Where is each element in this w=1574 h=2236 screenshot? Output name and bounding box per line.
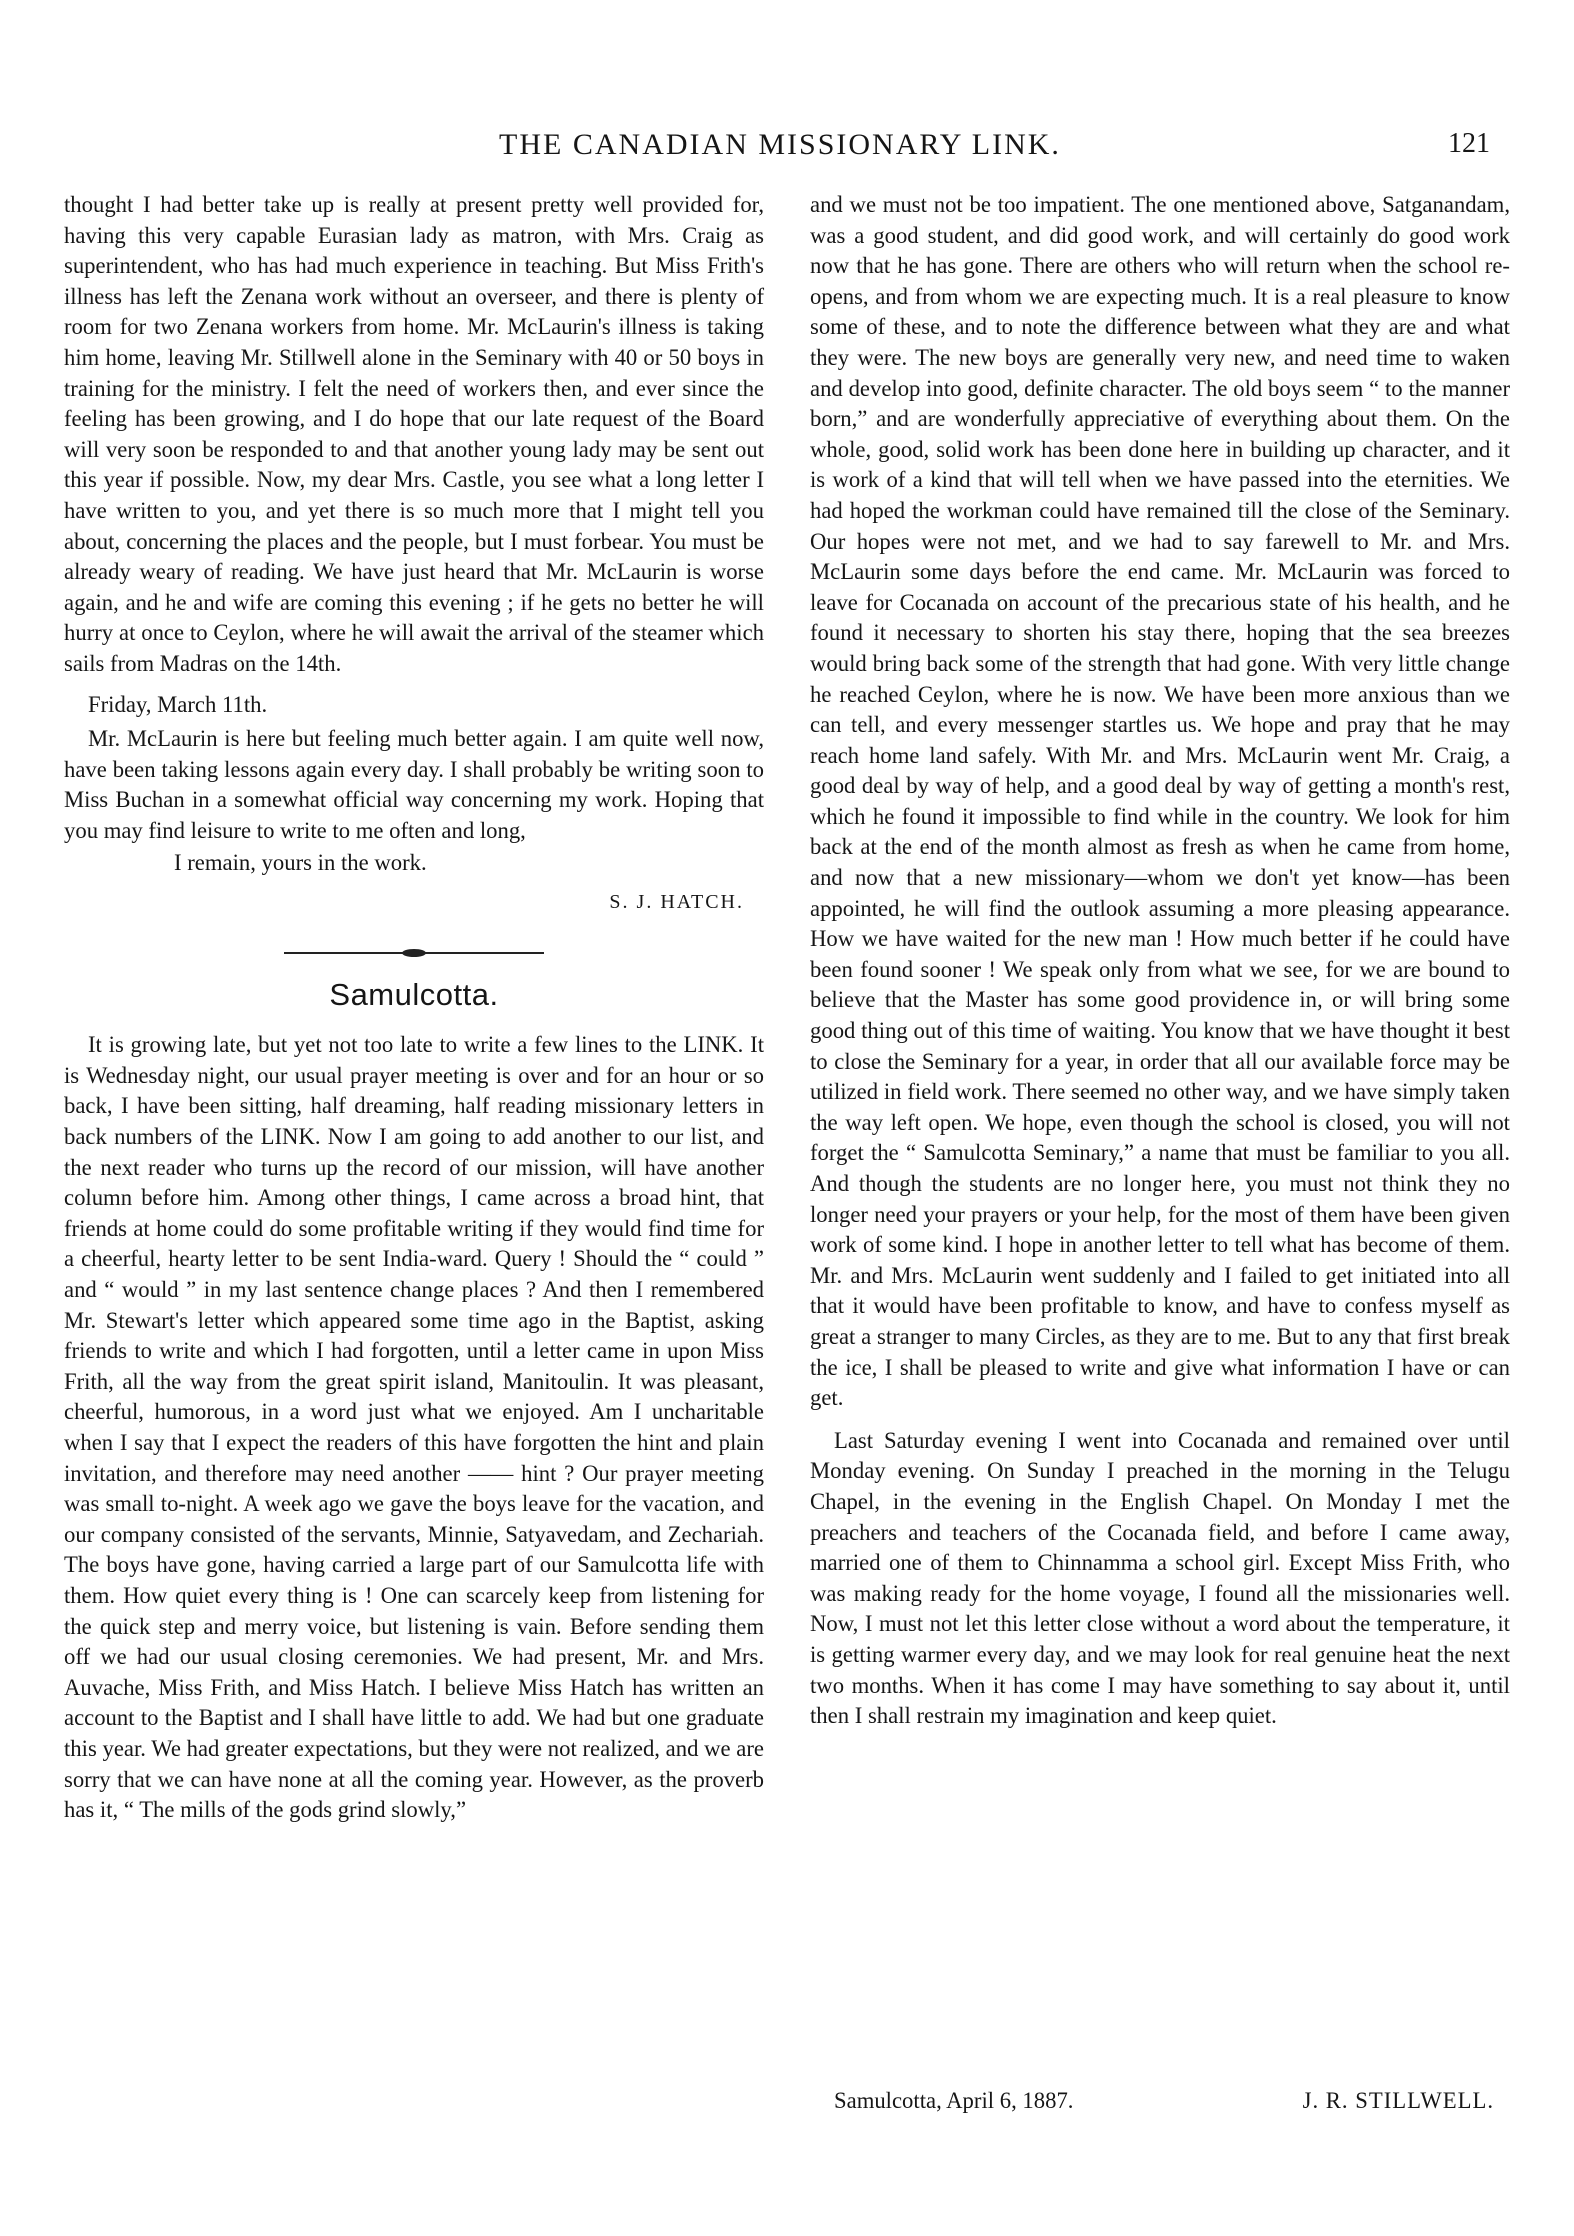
left-column <box>64 190 764 1826</box>
article-paragraph-1b: and we must not be too impatient. The one mentioned above, Satganandam, was a good student, and did good work, and will certainly do good work now that he has gone. There are others who will return when the school re-opens, and from whom we are expecting much. It is a real pleasure to know some of these, and to note the difference between what they are and what they were. The new boys are generally very new, and need time to waken and develop into good, definite character. The old boys seem “ to the manner born,” and are wonderfully appreciative of everything about them. On the whole, good, solid work has been done here in building up character, and it is work of a kind that will tell when we have passed into the eternities. We had hoped the workman could have remained till the close of the Seminary. Our hopes were not met, and we had to say farewell to Mr. and Mrs. McLaurin some days before the end came. Mr. McLaurin was forced to leave for Cocanada on account of the precarious state of his health, and he found it necessary to shorten his stay there, hoping that the sea breezes would bring back some of the strength that had gone. With very little change he reached Ceylon, where he is now. We have been more anxious than we can tell, and every messenger startles us. We hope and pray that he may reach home land safely. With Mr. and Mrs. McLaurin went Mr. Craig, a good deal by way of help, and a good deal by way of getting a month's rest, which he found it impossible to find while in the country. We look for him back at the end of the month almost as fresh as when he came from home, and now that a new missionary—whom we don't yet know—has been appointed, he will find the outlook assuming a more pleasing appearance. How we have waited for the new man ! How much better if he could have been found sooner ! We speak only from what we see, for we are bound to believe that the Master has some good providence in, or will bring some good thing out of this time of waiting. You know that we have thought it best to close the Seminary for a year, in order that all our available force may be utilized in field work. There seemed no other way, and we have simply taken the way left open. We hope, even though the school is closed, you will not forget the “ Samulcotta Seminary,” a name that must be familiar to you all. And though the students are no longer here, you must not think they no longer need your prayers or your help, for the most of them have been given work of some kind. I hope in another letter to tell what has become of them. Mr. and Mrs. McLaurin went suddenly and I failed to get initiated into all that it would have been profitable to know, and have to confess myself as great a stranger to many Circles, as they are to me. But to any that first break the ice, I shall be pleased to write and give what information I have or can get. <box>810 192 1510 1411</box>
page-header <box>60 128 1500 168</box>
letter-signature: S. J. HATCH. <box>609 891 744 914</box>
article-paragraph-2: Last Saturday evening I went into Cocanada and remained over until Monday evening. On Sunday I preached in the morning in the Telugu Chapel, in the evening in the English Chapel. On Monday I met the preachers and teachers of the Cocanada field, and before I came away, married one of them to Chinnamma a school girl. Except Miss Frith, who was making ready for the home voyage, I found all the missionaries well. Now, I must not let this letter close without a word about the temperature, it is getting warmer every day, and we may look for real genuine heat the next two months. When it has come I may have something to say about it, until then I shall restrain my imagination and keep quiet. <box>810 1427 1510 1729</box>
article-paragraph-1a: It is growing late, but yet not too late to write a few lines to the LINK. It is Wednesday night, our usual prayer meeting is over and for an hour or so back, I have been sitting, half dreaming, half reading missionary letters in back numbers of the LINK. Now I am going to add another to our list, and the next reader who turns up the record of our mission, will have another column before him. Among other things, I came across a broad hint, that friends at home could do some profitable writing if they would find time for a cheerful, hearty letter to be sent India-ward. Query ! Should the “ could ” and “ would ” in my last sentence change places ? And then I remembered Mr. Stewart's letter which appeared some time ago in the Baptist, asking friends to write and which I had forgotten, until a letter came in upon Miss Frith, all the way from the great spirit island, Manitoulin. It was pleasant, cheerful, humorous, in a word just what we enjoyed. Am I uncharitable when I say that I expect the readers of this have forgotten the hint and plain invitation, and therefore may need another —— hint ? Our prayer meeting was small to-night. A week ago we gave the boys leave for the vacation, and our company consisted of the servants, Minnie, Satyavedam, and Zechariah. The boys have gone, having carried a large part of our Samulcotta life with them. How quiet every thing is ! One can scarcely keep from listening for the quick step and merry voice, but listening is vain. Before sending them off we had our usual closing ceremonies. We had present, Mr. and Mrs. Auvache, Miss Frith, and Miss Hatch. I believe Miss Hatch has written an account to the Baptist and I shall have little to add. We had but one graduate this year. We had greater expectations, but they were not realized, and we are sorry that we can have none at all the coming year. However, as the proverb has it, “ The mills of the gods grind slowly,” <box>64 1032 764 1823</box>
right-column <box>810 190 1510 1732</box>
article-title: Samulcotta. <box>329 976 499 1012</box>
article-place-date: Samulcotta, April 6, 1887. <box>834 2088 1074 2113</box>
page-number: 121 <box>1448 128 1490 159</box>
letter-closing: I remain, yours in the work. <box>174 850 427 876</box>
letter-dateline: Friday, March 11th. <box>88 691 268 717</box>
letter-postscript: Mr. McLaurin is here but feeling much better again. I am quite well now, have been taking lessons again every day. I shall probably be writing soon to Miss Buchan in a somewhat official way concerning my work. Hoping that you may find leisure to write to me often and long, <box>64 726 764 843</box>
article-signature: J. R. STILLWELL. <box>1302 2088 1494 2113</box>
letter-continuation: thought I had better take up is really at present pretty well provided for, having this very capable Eurasian lady as matron, with Mrs. Craig as superintendent, who has had much experience in teaching. But Miss Frith's illness has left the Zenana work without an overseer, and there is plenty of room for two Zenana workers from home. Mr. McLaurin's illness is taking him home, leaving Mr. Stillwell alone in the Seminary with 40 or 50 boys in training for the ministry. I felt the need of workers then, and ever since the feeling has been growing, and I do hope that our late request of the Board will very soon be responded to and that another young lady may be sent out this year if possible. Now, my dear Mrs. Castle, you see what a long letter I have written to you, and yet there is so much more that I might tell you about, concerning the places and the people, but I must forbear. You must be already weary of reading. We have just heard that Mr. McLaurin is worse again, and he and wife are coming this evening ; if he gets no better he will hurry at once to Ceylon, where he will await the arrival of the steamer which sails from Madras on the 14th. <box>64 192 764 676</box>
running-title: THE CANADIAN MISSIONARY LINK. <box>499 128 1061 161</box>
section-divider <box>284 952 544 954</box>
